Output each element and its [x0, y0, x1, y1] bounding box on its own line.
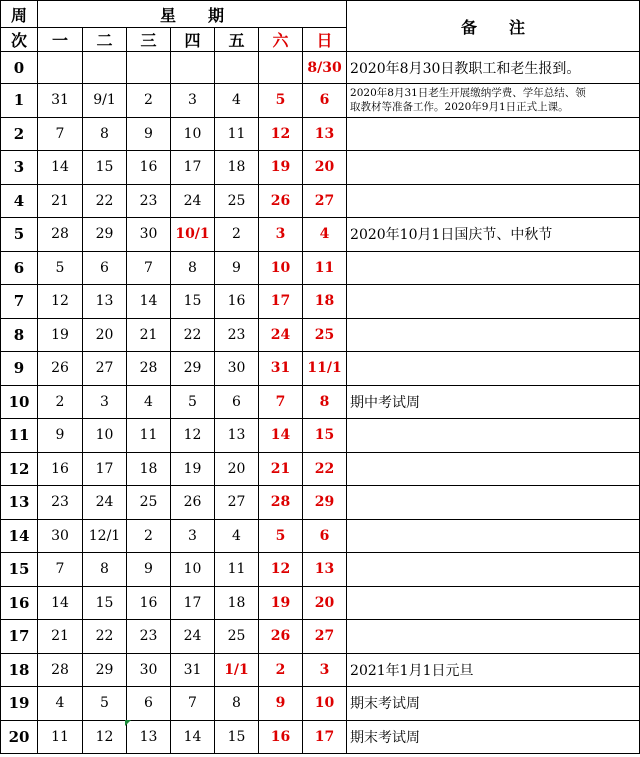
date-cell-mon: 19: [38, 318, 83, 352]
date-cell-sat: 21: [259, 452, 303, 486]
date-cell-fri: 25: [215, 184, 259, 218]
date-cell-mon: 9: [38, 419, 83, 453]
table-row: [1, 385, 640, 419]
note-cell: [347, 519, 640, 553]
week-number: 10: [1, 385, 38, 419]
week-number: 20: [1, 720, 38, 754]
date-cell-thu: 24: [171, 620, 215, 654]
week-number: 5: [1, 218, 38, 252]
date-cell-tue: 3: [83, 385, 127, 419]
date-cell-mon: 7: [38, 553, 83, 587]
date-cell-sun: 11: [303, 251, 347, 285]
week-number: 9: [1, 352, 38, 386]
week-number: 1: [1, 84, 38, 118]
week-column-header-bottom: 次: [1, 28, 38, 52]
table-row: [1, 620, 640, 654]
date-cell-sat: 10: [259, 251, 303, 285]
date-cell-wed: 2: [127, 519, 171, 553]
day-header-tue: 二: [83, 28, 127, 52]
date-cell-sat: 12: [259, 117, 303, 151]
note-cell: [347, 553, 640, 587]
date-cell-wed: 16: [127, 586, 171, 620]
date-cell-tue: 13: [83, 285, 127, 319]
notes-header: 备 注: [347, 1, 640, 52]
date-cell-sun: 25: [303, 318, 347, 352]
date-cell-fri: 20: [215, 452, 259, 486]
day-header-wed: 三: [127, 28, 171, 52]
date-cell-sun: 13: [303, 553, 347, 587]
date-cell-mon: 30: [38, 519, 83, 553]
date-cell-fri: 16: [215, 285, 259, 319]
date-cell-sat: 2: [259, 653, 303, 687]
date-cell-sat: 19: [259, 586, 303, 620]
date-cell-sun: 10: [303, 687, 347, 721]
date-cell-thu: 17: [171, 151, 215, 185]
date-cell-sat: [259, 52, 303, 84]
date-cell-sun: 6: [303, 519, 347, 553]
note-cell: [347, 352, 640, 386]
week-number: 4: [1, 184, 38, 218]
date-cell-fri: 1/1: [215, 653, 259, 687]
date-cell-sun: 20: [303, 586, 347, 620]
note-cell: 2020年10月1日国庆节、中秋节: [347, 218, 640, 252]
week-number: 13: [1, 486, 38, 520]
date-cell-sat: 12: [259, 553, 303, 587]
date-cell-fri: 6: [215, 385, 259, 419]
date-cell-mon: 2: [38, 385, 83, 419]
note-cell: [347, 452, 640, 486]
date-cell-tue: 10: [83, 419, 127, 453]
date-cell-tue: 8: [83, 117, 127, 151]
date-cell-thu: 5: [171, 385, 215, 419]
date-cell-sun: 6: [303, 84, 347, 118]
date-cell-tue: 29: [83, 218, 127, 252]
date-cell-tue: 20: [83, 318, 127, 352]
date-cell-wed: 14: [127, 285, 171, 319]
date-cell-thu: [171, 52, 215, 84]
week-number: 19: [1, 687, 38, 721]
date-cell-wed: 30: [127, 218, 171, 252]
date-cell-fri: 27: [215, 486, 259, 520]
note-cell: [347, 486, 640, 520]
date-cell-sun: 4: [303, 218, 347, 252]
date-cell-sun: 29: [303, 486, 347, 520]
date-cell-wed: 9: [127, 553, 171, 587]
day-header-sun: 日: [303, 28, 347, 52]
table-row: [1, 720, 640, 754]
date-cell-fri: 15: [215, 720, 259, 754]
date-cell-fri: 4: [215, 519, 259, 553]
date-cell-fri: 25: [215, 620, 259, 654]
date-cell-thu: 29: [171, 352, 215, 386]
table-row: [1, 486, 640, 520]
date-cell-sun: 15: [303, 419, 347, 453]
note-cell: 2021年1月1日元旦: [347, 653, 640, 687]
note-line: 取教材等准备工作。2020年9月1日正式上课。: [350, 101, 569, 114]
note-line: 2020年8月31日老生开展缴纳学费、学年总结、领: [350, 87, 586, 100]
date-cell-mon: 23: [38, 486, 83, 520]
date-cell-mon: 31: [38, 84, 83, 118]
date-cell-mon: 16: [38, 452, 83, 486]
date-cell-thu: 15: [171, 285, 215, 319]
date-cell-sat: 5: [259, 519, 303, 553]
note-cell: 期末考试周: [347, 720, 640, 754]
note-cell: [347, 620, 640, 654]
week-number: 0: [1, 52, 38, 84]
date-cell-tue: 8: [83, 553, 127, 587]
date-cell-mon: 7: [38, 117, 83, 151]
date-cell-sun: 22: [303, 452, 347, 486]
date-cell-thu: 8: [171, 251, 215, 285]
date-cell-fri: 18: [215, 586, 259, 620]
week-number: 16: [1, 586, 38, 620]
date-cell-tue: 27: [83, 352, 127, 386]
date-cell-fri: 2: [215, 218, 259, 252]
date-cell-mon: 14: [38, 586, 83, 620]
date-cell-wed: 25: [127, 486, 171, 520]
date-cell-tue: 6: [83, 251, 127, 285]
table-row: [1, 452, 640, 486]
note-cell: [347, 318, 640, 352]
week-number: 15: [1, 553, 38, 587]
date-cell-sun: 8/30: [303, 52, 347, 84]
note-cell: [347, 285, 640, 319]
week-number: 3: [1, 151, 38, 185]
date-cell-sat: 17: [259, 285, 303, 319]
date-cell-fri: 4: [215, 84, 259, 118]
date-cell-fri: 11: [215, 553, 259, 587]
date-cell-mon: 12: [38, 285, 83, 319]
table-row: [1, 52, 640, 84]
date-cell-wed: 18: [127, 452, 171, 486]
date-cell-sat: 24: [259, 318, 303, 352]
date-cell-mon: 5: [38, 251, 83, 285]
date-cell-mon: 28: [38, 653, 83, 687]
date-cell-tue: 17: [83, 452, 127, 486]
date-cell-wed: 2: [127, 84, 171, 118]
note-cell: [347, 84, 640, 118]
note-cell: [347, 184, 640, 218]
date-cell-tue: 9/1: [83, 84, 127, 118]
date-cell-wed: 28: [127, 352, 171, 386]
table-row: [1, 419, 640, 453]
table-row: [1, 251, 640, 285]
date-cell-wed: 6: [127, 687, 171, 721]
date-cell-thu: 31: [171, 653, 215, 687]
date-cell-thu: 17: [171, 586, 215, 620]
cell-comment-marker: [125, 720, 131, 726]
date-cell-wed: 23: [127, 184, 171, 218]
date-cell-fri: 18: [215, 151, 259, 185]
date-cell-thu: 7: [171, 687, 215, 721]
date-cell-mon: 26: [38, 352, 83, 386]
date-cell-tue: 24: [83, 486, 127, 520]
date-cell-tue: 15: [83, 586, 127, 620]
week-number: 14: [1, 519, 38, 553]
date-cell-sat: 3: [259, 218, 303, 252]
date-cell-sat: 14: [259, 419, 303, 453]
table-row: [1, 285, 640, 319]
date-cell-mon: 21: [38, 184, 83, 218]
date-cell-sun: 3: [303, 653, 347, 687]
date-cell-thu: 10: [171, 553, 215, 587]
date-cell-mon: 28: [38, 218, 83, 252]
date-cell-fri: 9: [215, 251, 259, 285]
note-cell: [347, 151, 640, 185]
date-cell-sat: 31: [259, 352, 303, 386]
week-number: 7: [1, 285, 38, 319]
date-cell-tue: 12/1: [83, 519, 127, 553]
date-cell-sun: 11/1: [303, 352, 347, 386]
table-row: [1, 117, 640, 151]
week-number: 12: [1, 452, 38, 486]
note-cell: [347, 586, 640, 620]
weekday-group-header: 星 期: [38, 1, 347, 28]
date-cell-thu: 10: [171, 117, 215, 151]
date-cell-sat: 5: [259, 84, 303, 118]
week-number: 8: [1, 318, 38, 352]
table-row: [1, 553, 640, 587]
note-cell: [347, 419, 640, 453]
table-row: [1, 519, 640, 553]
day-header-sat: 六: [259, 28, 303, 52]
date-cell-mon: 21: [38, 620, 83, 654]
date-cell-fri: 13: [215, 419, 259, 453]
date-cell-wed: 11: [127, 419, 171, 453]
date-cell-fri: 23: [215, 318, 259, 352]
date-cell-sat: 19: [259, 151, 303, 185]
table-row: [1, 352, 640, 386]
table-row: [1, 184, 640, 218]
date-cell-sun: 20: [303, 151, 347, 185]
date-cell-mon: [38, 52, 83, 84]
date-cell-tue: 22: [83, 620, 127, 654]
date-cell-thu: 19: [171, 452, 215, 486]
date-cell-mon: 11: [38, 720, 83, 754]
date-cell-tue: 15: [83, 151, 127, 185]
date-cell-sat: 9: [259, 687, 303, 721]
note-cell: 期末考试周: [347, 687, 640, 721]
date-cell-fri: 30: [215, 352, 259, 386]
week-number: 17: [1, 620, 38, 654]
week-number: 6: [1, 251, 38, 285]
date-cell-sun: 27: [303, 620, 347, 654]
table-row: [1, 218, 640, 252]
week-number: 2: [1, 117, 38, 151]
date-cell-sun: 8: [303, 385, 347, 419]
table-row: [1, 84, 640, 118]
date-cell-sat: 28: [259, 486, 303, 520]
day-header-mon: 一: [38, 28, 83, 52]
date-cell-thu: 3: [171, 519, 215, 553]
date-cell-thu: 26: [171, 486, 215, 520]
date-cell-wed: 30: [127, 653, 171, 687]
date-cell-tue: [83, 52, 127, 84]
date-cell-wed: 7: [127, 251, 171, 285]
calendar-body: [1, 52, 640, 754]
table-row: [1, 151, 640, 185]
table-row: [1, 586, 640, 620]
date-cell-wed: [127, 52, 171, 84]
date-cell-sat: 16: [259, 720, 303, 754]
date-cell-wed: 4: [127, 385, 171, 419]
week-column-header-top: 周: [1, 1, 38, 28]
date-cell-thu: 24: [171, 184, 215, 218]
date-cell-wed: 16: [127, 151, 171, 185]
date-cell-wed: 21: [127, 318, 171, 352]
date-cell-sat: 7: [259, 385, 303, 419]
date-cell-thu: 3: [171, 84, 215, 118]
date-cell-thu: 22: [171, 318, 215, 352]
note-cell: [347, 251, 640, 285]
date-cell-sun: 18: [303, 285, 347, 319]
date-cell-wed: 13: [127, 720, 171, 754]
date-cell-tue: 29: [83, 653, 127, 687]
date-cell-sat: 26: [259, 620, 303, 654]
week-number: 11: [1, 419, 38, 453]
date-cell-sun: 13: [303, 117, 347, 151]
date-cell-sun: 27: [303, 184, 347, 218]
table-row: [1, 687, 640, 721]
date-cell-wed: 23: [127, 620, 171, 654]
note-cell: 2020年8月30日教职工和老生报到。: [347, 52, 640, 84]
date-cell-fri: 8: [215, 687, 259, 721]
table-row: [1, 653, 640, 687]
note-cell: 期中考试周: [347, 385, 640, 419]
date-cell-mon: 14: [38, 151, 83, 185]
day-header-thu: 四: [171, 28, 215, 52]
date-cell-tue: 5: [83, 687, 127, 721]
date-cell-fri: 11: [215, 117, 259, 151]
date-cell-sun: 17: [303, 720, 347, 754]
date-cell-thu: 12: [171, 419, 215, 453]
date-cell-thu: 10/1: [171, 218, 215, 252]
week-number: 18: [1, 653, 38, 687]
day-header-fri: 五: [215, 28, 259, 52]
date-cell-sat: 26: [259, 184, 303, 218]
date-cell-fri: [215, 52, 259, 84]
table-row: [1, 318, 640, 352]
date-cell-tue: 22: [83, 184, 127, 218]
date-cell-thu: 14: [171, 720, 215, 754]
date-cell-mon: 4: [38, 687, 83, 721]
note-cell: [347, 117, 640, 151]
date-cell-wed: 9: [127, 117, 171, 151]
date-cell-tue: 12: [83, 720, 127, 754]
